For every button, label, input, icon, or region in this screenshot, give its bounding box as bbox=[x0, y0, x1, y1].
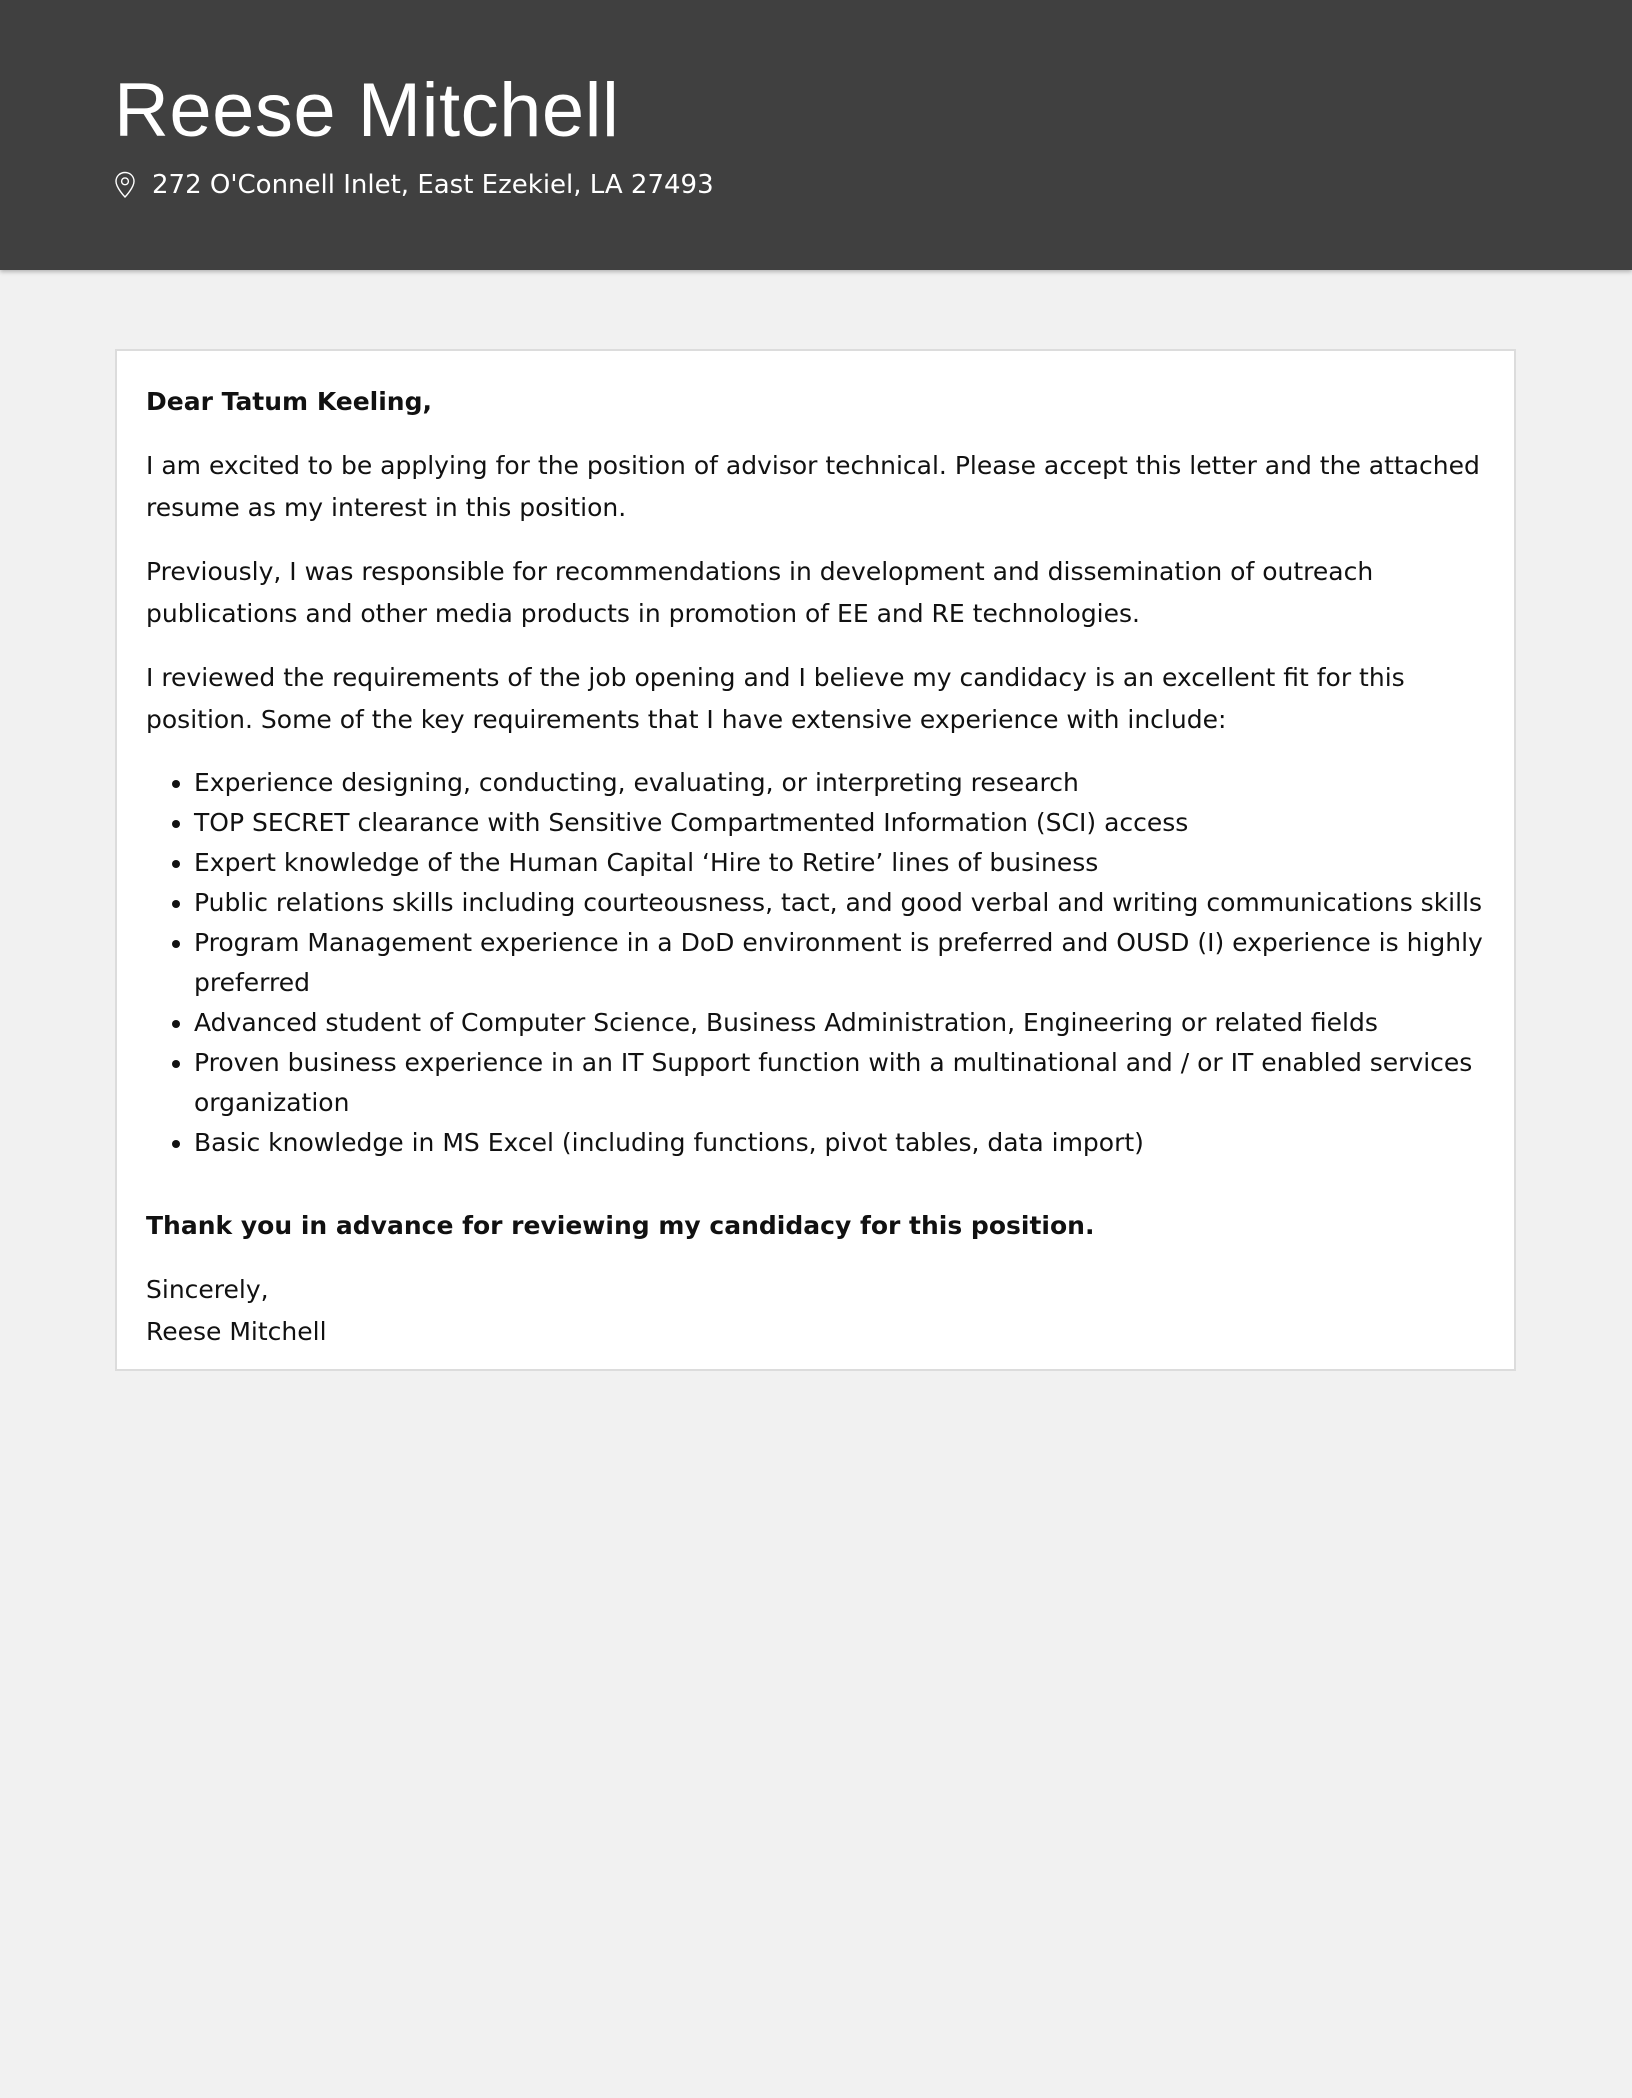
letter-card bbox=[115, 349, 1516, 1371]
requirement-item: • Program Management experience in a DoD environment is preferred and OUSD (I) experience is highly preferred bbox=[194, 923, 1486, 1003]
letter-signoff: Sincerely, bbox=[146, 1275, 269, 1304]
letter-paragraph-requirements: I reviewed the requirements of the job opening and I believe my candidacy is an excellent fit for this position. Some of the key requirements that I have extensive experience with include: bbox=[146, 663, 1405, 734]
requirement-item: • Expert knowledge of the Human Capital ‘Hire to Retire’ lines of business bbox=[194, 843, 1486, 883]
address-line bbox=[114, 165, 714, 205]
requirements-list bbox=[146, 763, 1486, 1163]
letter-paragraph-intro: I am excited to be applying for the position of advisor technical. Please accept this letter and the attached resume as my interest in this position. bbox=[146, 451, 1480, 522]
requirement-item: • TOP SECRET clearance with Sensitive Compartmented Information (SCI) access bbox=[194, 803, 1486, 843]
requirement-item: • Advanced student of Computer Science, Business Administration, Engineering or related fields bbox=[194, 1003, 1486, 1043]
letter-signature: Reese Mitchell bbox=[146, 1317, 327, 1346]
letter-closing: Thank you in advance for reviewing my candidacy for this position. bbox=[146, 1211, 1095, 1240]
requirement-item: • Proven business experience in an IT Support function with a multinational and / or IT enabled services organization bbox=[194, 1043, 1486, 1123]
address-text: 272 O'Connell Inlet, East Ezekiel, LA 27493 bbox=[152, 170, 714, 200]
letter-signature-block bbox=[146, 1269, 1486, 1353]
letter-paragraph-experience: Previously, I was responsible for recommendations in development and dissemination of outreach publications and other media products in promotion of EE and RE technologies. bbox=[146, 557, 1374, 628]
header-banner bbox=[0, 0, 1632, 270]
requirement-item: • Basic knowledge in MS Excel (including functions, pivot tables, data import) bbox=[194, 1123, 1486, 1163]
requirement-item: • Public relations skills including courteousness, tact, and good verbal and writing communications skills bbox=[194, 883, 1486, 923]
letter-greeting: Dear Tatum Keeling, bbox=[146, 387, 432, 416]
map-pin-icon bbox=[114, 171, 136, 199]
applicant-name: Reese Mitchell bbox=[114, 68, 620, 153]
requirement-item: • Experience designing, conducting, evaluating, or interpreting research bbox=[194, 763, 1486, 803]
